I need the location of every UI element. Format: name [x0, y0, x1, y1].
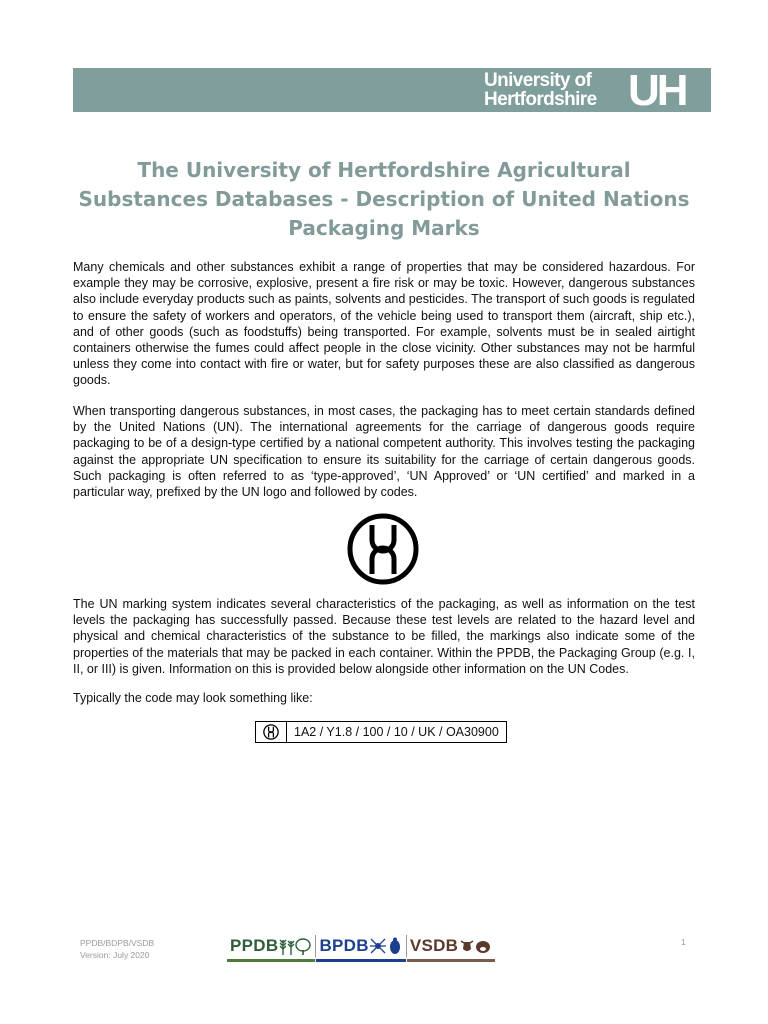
badge-vsdb	[406, 935, 495, 957]
page-title: The University of Hertfordshire Agricultural Substances Databases - Description of United Nations Packaging Marks	[78, 158, 690, 240]
footer-version: Version: July 2020	[80, 950, 150, 960]
paragraph-transport: When transporting dangerous substances, in most cases, the packaging has to meet certain standards defined by the United Nations (UN). The international agreements for the carriage of dangerous goods require packaging to be of a design-type certified by a national competent authority. This involves testing the packaging against the appropriate UN specification to ensure its suitability for the carriage of certain dangerous goods. Such packaging is often referred to as ‘type-approved’, ‘UN Approved’ or ‘UN certified’ and marked in a particular way, prefixed by the UN logo and followed by codes.	[73, 404, 695, 500]
paragraph-marking-system: The UN marking system indicates several characteristics of the packaging, as well as information on the test levels the packaging has successfully passed. Because these test levels are related to the hazard level and physical and chemical characteristics of the substance to be filled, the markings also indicate some of the properties of the materials that may be packed in each container. Within the PPDB, the Packaging Group (e.g. I, II, or III) is given. Information on this is provided below alongside other information on the UN Codes.	[73, 597, 695, 676]
un-packaging-logo-icon	[263, 724, 279, 740]
university-logo	[478, 66, 710, 115]
footer-databases: PPDB/BDPB/VSDB	[80, 938, 155, 948]
badge-bpdb	[315, 935, 405, 957]
cow-and-pig-icon	[458, 936, 492, 956]
footer-info	[80, 937, 154, 961]
wheat-and-tree-icon	[278, 936, 312, 956]
un-code-icon-cell	[256, 722, 287, 742]
paragraph-intro: Many chemicals and other substances exhibit a range of properties that may be considered hazardous. For example they may be corrosive, explosive, present a fire risk or may be toxic. However, dangerous substances also include everyday products such as paints, solvents and pesticides. The transport of such goods is regulated to ensure the safety of workers and operators, of the vehicle being used to transport them (aircraft, ship etc.), and of other goods (such as foodstuffs) being transported. For example, solvents must be in sealed airtight containers otherwise the fumes could affect people in the close vicinity. Other substances may not be harmful unless they come into contact with fire or water, but for safety purposes these are also classified as dangerous goods.	[73, 260, 695, 388]
example-code-text: 1A2 / Y1.8 / 100 / 10 / UK / OA30900	[294, 725, 499, 739]
page-number: 1	[681, 937, 686, 947]
badge-ppdb-underline	[227, 959, 315, 962]
bug-icon	[369, 936, 403, 956]
badge-vsdb-underline	[407, 959, 495, 962]
badge-vsdb-label: VSDB	[409, 936, 459, 955]
un-packaging-logo-icon	[346, 512, 420, 586]
badge-bpdb-underline	[316, 959, 405, 962]
logo-mark: UH	[628, 66, 686, 115]
database-badges	[227, 935, 495, 965]
badge-ppdb	[227, 935, 315, 957]
example-code-box	[255, 721, 507, 743]
badge-ppdb-label: PPDB	[230, 936, 279, 955]
logo-line-2: Hertfordshire	[484, 89, 597, 110]
logo-line-1: University of	[484, 70, 592, 91]
paragraph-example-intro: Typically the code may look something like:	[73, 691, 313, 705]
badge-bpdb-label: BPDB	[319, 936, 369, 955]
logo-text	[484, 71, 597, 109]
